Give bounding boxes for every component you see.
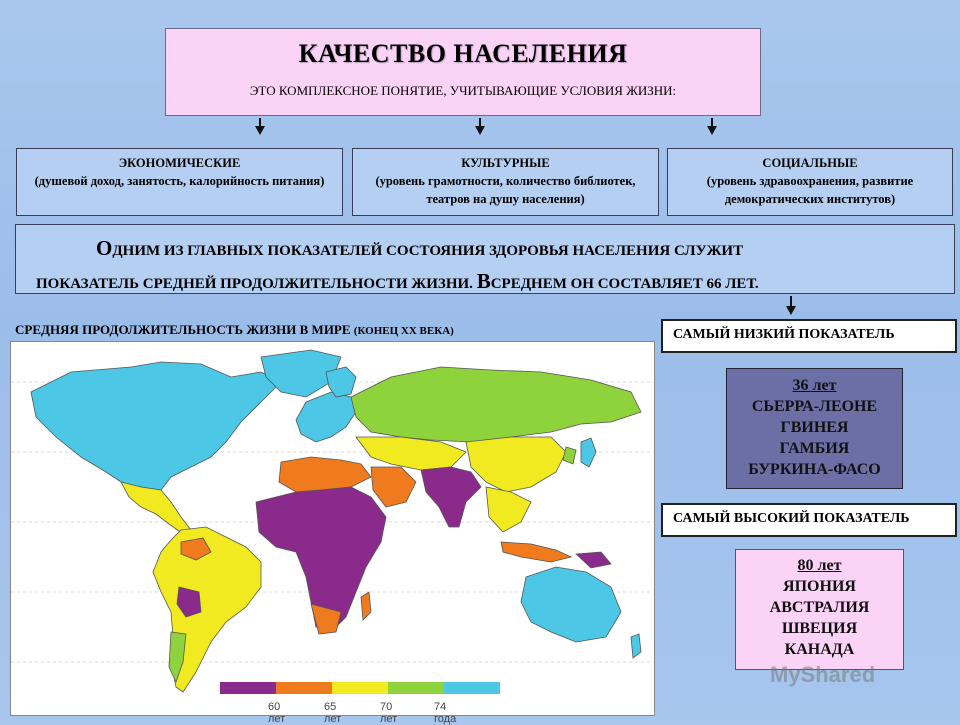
highest-country: ШВЕЦИЯ [781,620,858,637]
health-text: СРЕДНЕМ ОН СОСТАВЛЯЕТ 66 ЛЕТ. [490,276,759,292]
region-new-zealand [631,634,641,658]
lowest-country: БУРКИНА-ФАСО [748,461,881,478]
region-north-america [31,362,281,490]
legend-label: 65 лет [324,701,342,725]
health-line-1 [36,233,944,266]
drop-cap: О [96,236,113,260]
legend-swatch [220,682,276,694]
highest-header: САМЫЙ ВЫСОКИЙ ПОКАЗАТЕЛЬ [661,503,957,537]
world-life-expectancy-map [10,341,655,716]
category-social [667,148,953,216]
health-text: ПОКАЗАТЕЛЬ СРЕДНЕЙ ПРОДОЛЖИТЕЛЬНОСТИ ЖИЗНИ. [36,276,473,292]
legend-swatch [332,682,388,694]
lowest-country: ГВИНЕЯ [780,419,849,436]
title-box [165,28,761,116]
category-desc: (душевой доход, занятость, калорийность питания) [34,174,325,188]
legend-label: 70 лет [380,701,398,725]
category-cultural [352,148,659,216]
map-label-paren: (КОНЕЦ XX ВЕКА) [353,325,454,337]
lowest-header: САМЫЙ НИЗКИЙ ПОКАЗАТЕЛЬ [661,319,957,353]
region-southeast-asia [486,487,531,532]
category-title: КУЛЬТУРНЫЕ [461,156,550,170]
legend-label: 74 года [434,701,457,725]
legend-label: 60 лет [268,701,286,725]
arrow-economic [255,118,265,135]
map-label [15,322,454,338]
category-economic [16,148,343,216]
health-text: ДНИМ ИЗ ГЛАВНЫХ ПОКАЗАТЕЛЕЙ СОСТОЯНИЯ ЗДОРОВЬЯ НАСЕЛЕНИЯ СЛУЖИТ [112,243,744,259]
lowest-country: СЬЕРРА-ЛЕОНЕ [751,398,878,415]
lowest-box [726,368,903,489]
category-title: ЭКОНОМИЧЕСКИЕ [118,156,241,170]
page-subtitle: ЭТО КОМПЛЕКСНОЕ ПОНЯТИЕ, УЧИТЫВАЮЩИЕ УСЛОВИЯ ЖИЗНИ: [249,83,677,98]
arrow-lowest [786,296,796,315]
region-central-america [121,482,191,534]
category-title: СОЦИАЛЬНЫЕ [762,156,858,170]
world-map-svg [11,342,655,716]
arrow-social [707,118,717,135]
region-arabia [371,467,416,507]
region-russia [351,367,641,442]
region-indonesia [501,542,571,562]
drop-cap: В [476,269,491,293]
highest-years: 80 лет [797,557,842,574]
legend-swatch [276,682,332,694]
highest-country: ЯПОНИЯ [783,578,856,595]
health-line-2 [36,266,944,299]
region-europe [296,392,356,442]
watermark: MyShared [770,662,876,687]
lowest-years: 36 лет [792,377,837,394]
region-madagascar [361,592,371,620]
region-central-asia [356,437,466,470]
health-statement [15,224,955,294]
lowest-country: ГАМБИЯ [779,440,850,457]
highest-country: КАНАДА [784,641,855,658]
legend-swatch [444,682,500,694]
category-desc: (уровень грамотности, количество библиотек, театров на душу населения) [375,174,636,206]
region-japan [581,438,596,467]
highest-box [735,549,904,670]
map-label-main: СРЕДНЯЯ ПРОДОЛЖИТЕЛЬНОСТЬ ЖИЗНИ В МИРЕ [15,322,351,337]
legend-swatch [388,682,444,694]
page-title: КАЧЕСТВО НАСЕЛЕНИЯ [298,39,628,68]
arrow-cultural [475,118,485,135]
region-australia [521,567,621,642]
region-korea [563,447,576,464]
category-desc: (уровень здравоохранения, развитие демократических институтов) [706,174,914,206]
highest-country: АВСТРАЛИЯ [769,599,870,616]
region-india [421,467,481,527]
region-china [466,437,566,492]
region-new-guinea [576,552,611,568]
region-north-africa [279,457,371,492]
